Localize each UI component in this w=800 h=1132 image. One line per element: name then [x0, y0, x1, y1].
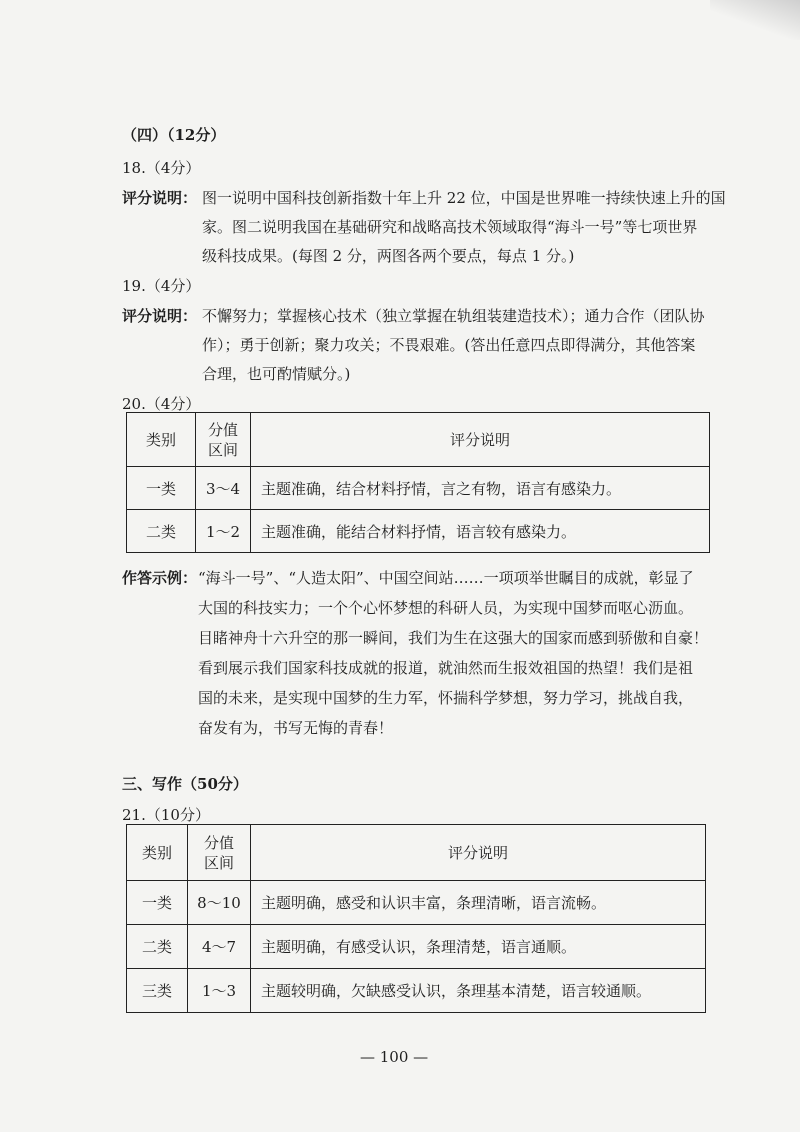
row-score: 8～10: [188, 881, 251, 925]
page-number: — 100 —: [360, 1048, 429, 1066]
row-category: 一类: [127, 467, 196, 510]
row-score: 3～4: [196, 467, 251, 510]
example-line: 奋发有为，书写无悔的青春！: [198, 719, 394, 737]
header-description: 评分说明: [251, 413, 710, 467]
row-score: 4～7: [188, 925, 251, 969]
scoring-line: 合理，也可酌情赋分。): [202, 365, 351, 383]
header-description: 评分说明: [251, 825, 706, 881]
header-score-line1: 分值: [207, 420, 238, 439]
row-score: 1～3: [188, 969, 251, 1013]
header-category: 类别: [127, 825, 188, 881]
scoring-line: 不懈努力；掌握核心技术（独立掌握在轨组装建造技术）；通力合作（团队协: [202, 307, 705, 325]
row-description: 主题明确，感受和认识丰富，条理清晰，语言流畅。: [251, 881, 706, 925]
table-row: [127, 510, 710, 553]
scoring-line: 图一说明中国科技创新指数十年上升 22 位，中国是世界唯一持续快速上升的国: [202, 189, 726, 207]
example-line: 大国的科技实力；一个个心怀梦想的科研人员，为实现中国梦而呕心沥血。: [198, 599, 694, 617]
example-line: 目睹神舟十六升空的那一瞬间，我们为生在这强大的国家而感到骄傲和自豪！: [198, 629, 709, 647]
header-category: 类别: [127, 413, 196, 467]
scoring-label: 评分说明：: [122, 307, 198, 325]
scoring-line: 级科技成果。(每图 2 分，两图各两个要点，每点 1 分。): [202, 247, 575, 265]
table-row: [127, 925, 706, 969]
header-score-line2: 区间: [207, 440, 238, 459]
table-header-row: [127, 413, 710, 467]
scoring-table-q20: [126, 412, 710, 553]
question-number: 21.（10分）: [122, 806, 210, 824]
row-category: 二类: [127, 925, 188, 969]
page-corner-shadow: [710, 0, 800, 40]
example-line: “海斗一号”、“人造太阳”、中国空间站……一项项举世瞩目的成就，彰显了: [198, 569, 694, 587]
scoring-line: 家。图二说明我国在基础研究和战略高技术领域取得“海斗一号”等七项世界: [202, 218, 698, 236]
row-description: 主题明确，有感受认识，条理清楚，语言通顺。: [251, 925, 706, 969]
header-score-line1: 分值: [203, 833, 234, 852]
table-row: [127, 467, 710, 510]
row-description: 主题较明确，欠缺感受认识，条理基本清楚，语言较通顺。: [251, 969, 706, 1013]
scoring-label: 评分说明：: [122, 189, 198, 207]
section-heading: （四）（12分）: [122, 126, 226, 144]
table-row: [127, 881, 706, 925]
row-description: 主题准确，结合材料抒情，言之有物，语言有感染力。: [251, 467, 710, 510]
example-label: 作答示例：: [122, 569, 198, 587]
example-line: 国的未来，是实现中国梦的生力军，怀揣科学梦想，努力学习，挑战自我，: [198, 689, 694, 707]
table-row: [127, 969, 706, 1013]
header-score-range: [196, 413, 251, 467]
scoring-table-q21: [126, 824, 706, 1013]
row-category: 一类: [127, 881, 188, 925]
section-heading: 三、写作（50分）: [122, 775, 248, 793]
scoring-line: 作）；勇于创新；聚力攻关；不畏艰难。(答出任意四点即得满分，其他答案: [202, 336, 696, 354]
table-header-row: [127, 825, 706, 881]
header-score-range: [188, 825, 251, 881]
header-score-line2: 区间: [203, 853, 234, 872]
question-number: 19.（4分）: [122, 277, 201, 295]
row-category: 二类: [127, 510, 196, 553]
row-description: 主题准确，能结合材料抒情，语言较有感染力。: [251, 510, 710, 553]
example-line: 看到展示我们国家科技成就的报道，就油然而生报效祖国的热望！我们是祖: [198, 659, 694, 677]
row-category: 三类: [127, 969, 188, 1013]
question-number: 20.（4分）: [122, 395, 201, 413]
question-number: 18.（4分）: [122, 159, 201, 177]
row-score: 1～2: [196, 510, 251, 553]
